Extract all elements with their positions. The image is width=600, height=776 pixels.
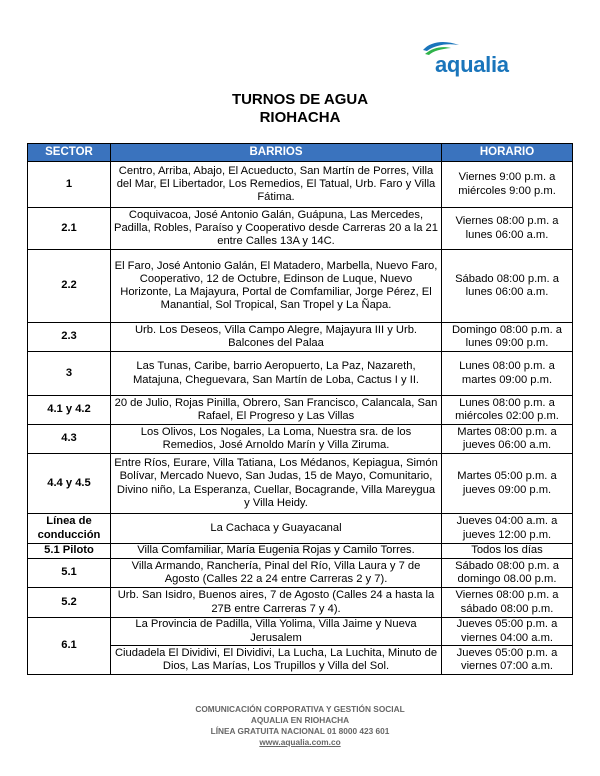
footer-phone: LÍNEA GRATUITA NACIONAL 01 8000 423 601 xyxy=(210,726,390,736)
footer-department: COMUNICACIÓN CORPORATIVA Y GESTIÓN SOCIAL xyxy=(195,704,405,714)
horario-cell: Viernes 9:00 p.m. a miércoles 9:00 p.m. xyxy=(442,162,573,208)
barrios-cell: Villa Comfamiliar, María Eugenia Rojas y Camilo Torres. xyxy=(111,544,442,559)
horario-cell: Lunes 08:00 p.m. a martes 09:00 p.m. xyxy=(442,352,573,396)
column-header-sector: SECTOR xyxy=(28,144,111,162)
table-row xyxy=(28,396,573,425)
horario-cell: Jueves 05:00 p.m. a viernes 07:00 a.m. xyxy=(442,646,573,675)
table-row xyxy=(28,208,573,250)
table-header-row xyxy=(28,144,573,162)
barrios-cell: 20 de Julio, Rojas Pinilla, Obrero, San Francisco, Calancala, San Rafael, El Progreso y Las Villas xyxy=(111,396,442,425)
sector-cell: 4.4 y 4.5 xyxy=(28,454,111,514)
footer-office: AQUALIA EN RIOHACHA xyxy=(250,715,350,725)
column-header-barrios: BARRIOS xyxy=(111,144,442,162)
table-row xyxy=(28,250,573,323)
sector-cell: 2.3 xyxy=(28,323,111,352)
barrios-cell: Villa Armando, Ranchería, Pinal del Río, Villa Laura y 7 de Agosto (Calles 22 a 24 entre Carreras 2 y 7). xyxy=(111,559,442,588)
sector-cell: Línea de conducción xyxy=(28,514,111,544)
horario-cell: Todos los días xyxy=(442,544,573,559)
barrios-cell: Urb. San Isidro, Buenos aires, 7 de Agosto (Calles 24 a hasta la 27B entre Carreras 7 y 4). xyxy=(111,588,442,618)
table-row xyxy=(28,323,573,352)
barrios-cell: La Provincia de Padilla, Villa Yolima, Villa Jaime y Nueva Jerusalem xyxy=(111,618,442,646)
sector-cell: 5.1 xyxy=(28,559,111,588)
table-row xyxy=(28,162,573,208)
table-row xyxy=(28,559,573,588)
sector-cell: 1 xyxy=(28,162,111,208)
sector-cell: 2.2 xyxy=(28,250,111,323)
table-row xyxy=(28,618,573,646)
sector-cell: 5.1 Piloto xyxy=(28,544,111,559)
barrios-cell: El Faro, José Antonio Galán, El Matadero, Marbella, Nuevo Faro, Cooperativo, 12 de Octubre, Edinson de Luque, Nuevo Horizonte, La Majayura, Portal de Comfamiliar, Jorge Pérez, El Manantial, Sol Tropical, San Tropel y La Ñapa. xyxy=(111,250,442,323)
horario-cell: Jueves 05:00 p.m. a viernes 04:00 a.m. xyxy=(442,618,573,646)
horario-cell: Martes 05:00 p.m. a jueves 09:00 p.m. xyxy=(442,454,573,514)
horario-cell: Martes 08:00 p.m. a jueves 06:00 a.m. xyxy=(442,425,573,454)
column-header-horario: HORARIO xyxy=(442,144,573,162)
footer-website-link[interactable]: www.aqualia.com.co xyxy=(259,737,341,747)
table-row xyxy=(28,588,573,618)
horario-cell: Lunes 08:00 p.m. a miércoles 02:00 p.m. xyxy=(442,396,573,425)
sector-cell: 5.2 xyxy=(28,588,111,618)
barrios-cell: Ciudadela El Dividivi, El Dividivi, La Lucha, La Luchita, Minuto de Dios, Las Marías, Los Trupillos y Villa del Sol. xyxy=(111,646,442,675)
document-title: TURNOS DE AGUA xyxy=(231,91,369,108)
table-row xyxy=(28,544,573,559)
barrios-cell: Las Tunas, Caribe, barrio Aeropuerto, La Paz, Nazareth, Matajuna, Cheguevara, San Martín de Loba, Cactus I y II. xyxy=(111,352,442,396)
sector-cell: 3 xyxy=(28,352,111,396)
sector-cell: 4.3 xyxy=(28,425,111,454)
barrios-cell: Los Olivos, Los Nogales, La Loma, Nuestra sra. de los Remedios, José Arnoldo Marín y Villa Ziruma. xyxy=(111,425,442,454)
barrios-cell: Urb. Los Deseos, Villa Campo Alegre, Majayura III y Urb. Balcones del Palaa xyxy=(111,323,442,352)
logo-wordmark: aqualia xyxy=(435,52,509,77)
horario-cell: Jueves 04:00 a.m. a jueves 12:00 p.m. xyxy=(442,514,573,544)
horario-cell: Sábado 08:00 p.m. a lunes 06:00 a.m. xyxy=(442,250,573,323)
horario-cell: Viernes 08:00 p.m. a lunes 06:00 a.m. xyxy=(442,208,573,250)
sector-cell: 6.1 xyxy=(28,618,111,675)
document-subtitle: RIOHACHA xyxy=(259,109,341,126)
barrios-cell: Entre Ríos, Eurare, Villa Tatiana, Los Médanos, Kepiagua, Simón Bolívar, Mercado Nuevo, San Judas, 15 de Mayo, Comunitario, Divino niño, La Esperanza, Cuellar, Bocagrande, Villa Mareygua y Villa Heidy. xyxy=(111,454,442,514)
horario-cell: Sábado 08:00 p.m. a domingo 08.00 p.m. xyxy=(442,559,573,588)
schedule-table xyxy=(27,143,573,675)
horario-cell: Domingo 08:00 p.m. a lunes 09:00 p.m. xyxy=(442,323,573,352)
table-row xyxy=(28,514,573,544)
horario-cell: Viernes 08:00 p.m. a sábado 08:00 p.m. xyxy=(442,588,573,618)
table-row xyxy=(28,352,573,396)
barrios-cell: Centro, Arriba, Abajo, El Acueducto, San Martín de Porres, Villa del Mar, El Libertador, Los Remedios, El Tatual, Urb. Faro y Villa Fátima. xyxy=(111,162,442,208)
sector-cell: 2.1 xyxy=(28,208,111,250)
table-row xyxy=(28,454,573,514)
sector-cell: 4.1 y 4.2 xyxy=(28,396,111,425)
barrios-cell: La Cachaca y Guayacanal xyxy=(111,514,442,544)
table-row xyxy=(28,425,573,454)
barrios-cell: Coquivacoa, José Antonio Galán, Guápuna, Las Mercedes, Padilla, Robles, Paraíso y Cooperativo desde Carreras 20 a la 21 entre Calles 13A y 14C. xyxy=(111,208,442,250)
aqualia-logo xyxy=(421,39,531,81)
